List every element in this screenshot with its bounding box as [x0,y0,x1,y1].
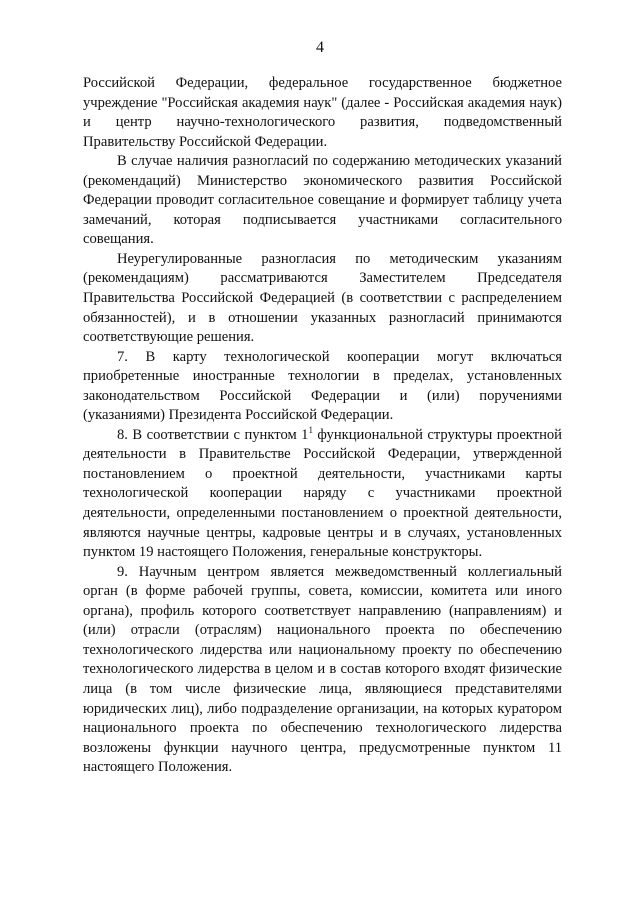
paragraph-item-8-rest: функциональной структуры проектной деятельности в Правительстве Российской Федерации, утвержденной постановлением о проектной деятельности, участниками карты технологической кооперации наряду с участниками проектной деятельности, определенными постановлением о проектной деятельности, являются научные центры, кадровые центры и в случаях, установленных пунктом 19 настоящего Положения, генеральные конструкторы. [83,426,562,561]
page-number: 4 [316,39,324,56]
paragraph-item-9: 9. Научным центром является межведомственный коллегиальный орган (в форме рабочей группы, совета, комиссии, комитета или иного органа), профиль которого соответствует направлению (направлениям) и (или) отрасли (отраслям) национального проекта по обеспечению технологического лидерства или национальному проекту по обеспечению технологического лидерства в целом и в состав которого входят физические лица (в том числе физические лица, являющиеся представителями юридических лиц), либо подразделение организации, на которых куратором национального проекта по обеспечению технологического лидерства возложены функции научного центра, предусмотренные пунктом 11 настоящего Положения. [83,563,562,776]
footnote-superscript: 1 [308,424,313,435]
paragraph-item-8 [83,426,562,563]
document-body [83,74,562,778]
paragraph-disagreements: В случае наличия разногласий по содержанию методических указаний (рекомендаций) Министерство экономического развития Российской Федерации проводит согласительное совещание и формирует таблицу учета замечаний, которая подписывается участниками согласительного совещания. [83,153,562,248]
paragraph-item-8-start: 8. В соответствии с пунктом 1 [117,426,309,443]
paragraph-continuation: Российской Федерации, федеральное государственное бюджетное учреждение "Российская академия наук" (далее - Российская академия наук) и центр научно-технологического развития, подведомственный Правительству Российской Федерации. [83,75,562,150]
paragraph-unresolved-disagreements: Неурегулированные разногласия по методическим указаниям (рекомендациям) рассматриваются Заместителем Председателя Правительства Российской Федерацией (в соответствии с распределением обязанностей), и в отношении указанных разногласий принимаются соответствующие решения. [83,250,562,346]
paragraph-item-7: 7. В карту технологической кооперации могут включаться приобретенные иностранные технологии в пределах, установленных законодательством Российской Федерации и (или) поручениями (указаниями) Президента Российской Федерации. [83,348,562,424]
